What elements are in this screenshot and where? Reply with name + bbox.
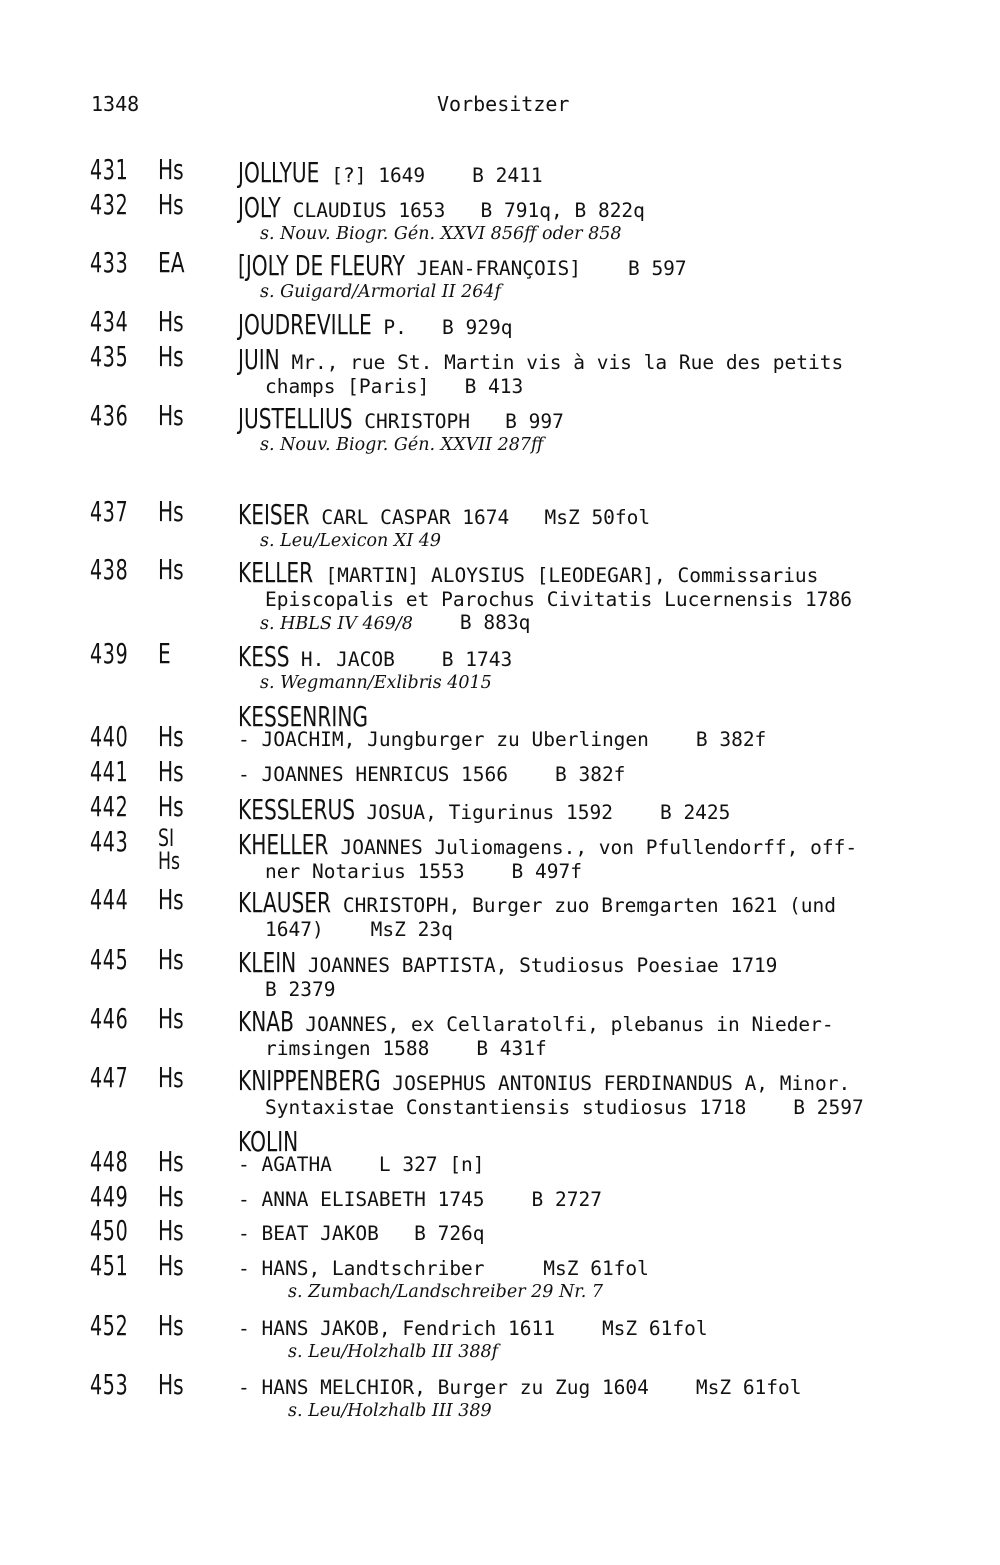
- entry-reference: [238, 612, 940, 635]
- entry-type: [158, 342, 184, 372]
- entry-type: [158, 1147, 184, 1177]
- entry-reference: [238, 530, 940, 552]
- entry-name: KEISER: [238, 498, 310, 531]
- entry-number: 440: [90, 720, 129, 753]
- entry-text: - BEAT JAKOB B 726q: [238, 1222, 485, 1245]
- entry-number: 451: [90, 1249, 129, 1282]
- entry-body: [238, 498, 940, 552]
- entry-name: KNAB: [238, 1005, 294, 1038]
- entry-body: [238, 1222, 940, 1246]
- entry-type: [158, 1004, 184, 1034]
- entry-type: [158, 190, 184, 220]
- entry-number: 441: [90, 755, 129, 788]
- entry-number: 434: [90, 305, 129, 338]
- reference-text: s. Leu/Holzhalb III 389: [288, 1401, 492, 1421]
- entry-number: 433: [90, 246, 129, 279]
- type-code: Hs: [158, 153, 184, 186]
- entry-text: Mr., rue St. Martin vis à vis la Rue des petits: [279, 351, 844, 374]
- entry-reference: [238, 1341, 940, 1363]
- entry-text: [MARTIN] ALOYSIUS [LEODEGAR], Commissarius: [313, 564, 819, 587]
- type-code: Hs: [158, 495, 184, 528]
- entry-type: [158, 555, 184, 585]
- entry-line: [238, 249, 940, 282]
- entry-type: [158, 307, 184, 337]
- entry-type: [158, 1251, 184, 1281]
- entry-body: [238, 343, 940, 399]
- entry-line: [238, 498, 940, 531]
- entry-number: 452: [90, 1309, 129, 1342]
- entry-body: [238, 1064, 940, 1120]
- entry-line: [238, 793, 940, 826]
- type-code: Hs: [158, 553, 184, 586]
- entry-text: CHRISTOPH, Burger zuo Bremgarten 1621 (und: [331, 894, 837, 917]
- page-title: Vorbesitzer: [437, 92, 570, 116]
- type-code: E: [158, 637, 171, 670]
- entry-number: 448: [90, 1145, 129, 1178]
- entry-body: [238, 763, 940, 787]
- type-code: Hs: [158, 1061, 184, 1094]
- entry-line: [238, 191, 940, 224]
- entry-name: [JOLY DE FLEURY: [238, 249, 405, 282]
- entry-text: - JOACHIM, Jungburger zu Uberlingen B 382f: [238, 728, 767, 751]
- entry-body: [238, 1005, 940, 1061]
- type-code: Hs: [158, 399, 184, 432]
- entry-name: KLEIN: [238, 946, 297, 979]
- page-number: 1348: [91, 92, 140, 116]
- type-code: EA: [158, 246, 185, 279]
- entry-name: KNIPPENBERG: [238, 1064, 381, 1097]
- entry-text: H. JACOB B 1743: [289, 648, 513, 671]
- entry-line: [238, 640, 940, 673]
- type-code: Hs: [158, 847, 181, 875]
- entry-line: [238, 156, 940, 189]
- entry-line: [238, 886, 940, 919]
- type-code: Hs: [158, 305, 184, 338]
- entry-reference: [238, 434, 940, 456]
- entry-reference: [238, 672, 940, 694]
- entry-name: KESSLERUS: [238, 793, 356, 826]
- entry-name: JOUDREVILLE: [238, 308, 372, 341]
- type-code: Hs: [158, 1368, 184, 1401]
- entry-number: 437: [90, 495, 129, 528]
- type-code: Hs: [158, 943, 184, 976]
- entry-number: 443: [90, 825, 129, 858]
- entry-line: [238, 946, 940, 979]
- entry-text: - AGATHA L 327 [n]: [238, 1153, 485, 1176]
- entry-number: 450: [90, 1214, 129, 1247]
- entry-line: [238, 1188, 940, 1212]
- entry-number: 438: [90, 553, 129, 586]
- reference-text: s. Wegmann/Exlibris 4015: [260, 673, 492, 693]
- entry-text: JOANNES Juliomagens., von Pfullendorff, off-: [328, 836, 858, 859]
- entry-line: [238, 728, 940, 752]
- reference-text: s. Guigard/Armorial II 264f: [260, 282, 502, 302]
- entry-number: 444: [90, 883, 129, 916]
- entry-name: JUIN: [238, 343, 280, 376]
- entry-number: 449: [90, 1180, 129, 1213]
- entry-body: [238, 1153, 940, 1177]
- reference-shelfmark: B 883q: [412, 611, 531, 634]
- entry-type: [158, 497, 184, 527]
- entry-body: [238, 640, 940, 694]
- entry-type: [158, 885, 184, 915]
- entry-line: [238, 828, 940, 861]
- entry-text: - HANS, Landtschriber MsZ 61fol: [238, 1257, 649, 1280]
- entry-body: [238, 402, 940, 456]
- entry-text: [?] 1649 B 2411: [319, 164, 543, 187]
- entry-continuation: Syntaxistae Constantiensis studiosus 1718 B 2597: [265, 1096, 864, 1119]
- entry-reference: [238, 1400, 940, 1422]
- reference-text: s. Leu/Holzhalb III 388f: [288, 1342, 499, 1362]
- type-code: Hs: [158, 1309, 184, 1342]
- type-code: Hs: [158, 883, 184, 916]
- entry-line: [238, 1222, 940, 1246]
- type-code: Hs: [158, 1214, 184, 1247]
- entry-type: [158, 824, 181, 875]
- entry-text: JOANNES, ex Cellaratolfi, plebanus in Nieder-: [293, 1013, 834, 1036]
- entry-line: [238, 1153, 940, 1177]
- entry-number: 446: [90, 1002, 129, 1035]
- entry-body: [238, 249, 940, 303]
- entry-line: [238, 402, 940, 435]
- entry-body: [238, 156, 940, 189]
- group-heading: KESSENRING: [238, 700, 369, 733]
- entry-body: [238, 946, 940, 1002]
- entry-type: [158, 757, 184, 787]
- entry-type: [158, 1370, 184, 1400]
- entry-number: 435: [90, 340, 129, 373]
- type-code: Hs: [158, 755, 184, 788]
- reference-text: s. Leu/Lexicon XI 49: [260, 531, 442, 551]
- entry-body: [238, 728, 940, 752]
- entry-body: [238, 1257, 940, 1303]
- reference-text: s. HBLS IV 469/8: [260, 614, 413, 634]
- type-code: Hs: [158, 1249, 184, 1282]
- entry-text: P. B 929q: [371, 316, 513, 339]
- reference-text: s. Nouv. Biogr. Gén. XXVII 287ff: [260, 435, 544, 455]
- entry-line: [238, 308, 940, 341]
- type-code: SI: [158, 824, 175, 852]
- entry-type: [158, 401, 184, 431]
- entry-number: 447: [90, 1061, 129, 1094]
- entry-text: JOSEPHUS ANTONIUS FERDINANDUS A, Minor.: [380, 1072, 851, 1095]
- entry-text: - JOANNES HENRICUS 1566 B 382f: [238, 763, 626, 786]
- reference-text: s. Zumbach/Landschreiber 29 Nr. 7: [288, 1282, 603, 1302]
- type-code: Hs: [158, 1002, 184, 1035]
- entry-name: JOLLYUE: [238, 156, 320, 189]
- entry-type: [158, 945, 184, 975]
- entry-text: JOANNES BAPTISTA, Studiosus Poesiae 1719: [296, 954, 778, 977]
- entry-body: [238, 191, 940, 245]
- entry-number: 439: [90, 637, 129, 670]
- entry-line: [238, 343, 940, 376]
- entry-continuation: B 2379: [265, 978, 336, 1001]
- entry-reference: [238, 281, 940, 303]
- entry-text: CHRISTOPH B 997: [352, 410, 564, 433]
- entry-type: [158, 1311, 184, 1341]
- entry-continuation: rimsingen 1588 B 431f: [265, 1037, 547, 1060]
- entry-type: [158, 248, 185, 278]
- entry-name: KESS: [238, 640, 290, 673]
- entry-text: JEAN-FRANÇOIS] B 597: [404, 257, 687, 280]
- entry-body: [238, 1376, 940, 1422]
- entry-continuation: Episcopalis et Parochus Civitatis Lucernensis 1786: [265, 588, 852, 611]
- entry-name: JUSTELLIUS: [238, 402, 353, 435]
- entry-number: 436: [90, 399, 129, 432]
- entry-body: [238, 886, 940, 942]
- entry-body: [238, 1317, 940, 1363]
- entry-continuation: champs [Paris] B 413: [265, 375, 524, 398]
- entry-text: - HANS JAKOB, Fendrich 1611 MsZ 61fol: [238, 1317, 708, 1340]
- entry-type: [158, 1216, 184, 1246]
- entry-number: 432: [90, 188, 129, 221]
- entry-text: CLAUDIUS 1653 B 791q, B 822q: [280, 199, 645, 222]
- entry-type: [158, 722, 184, 752]
- entry-type: [158, 1063, 184, 1093]
- type-code: Hs: [158, 188, 184, 221]
- entry-line: [238, 1376, 940, 1400]
- entry-line: [238, 1257, 940, 1281]
- entry-line: [238, 1005, 940, 1038]
- entry-line: [238, 1317, 940, 1341]
- group-heading: KOLIN: [238, 1125, 299, 1158]
- entry-type: [158, 1182, 184, 1212]
- entry-reference: [238, 223, 940, 245]
- entry-text: - HANS MELCHIOR, Burger zu Zug 1604 MsZ 61fol: [238, 1376, 802, 1399]
- entry-name: KHELLER: [238, 828, 329, 861]
- entry-name: KLAUSER: [238, 886, 332, 919]
- entry-continuation: ner Notarius 1553 B 497f: [265, 860, 582, 883]
- entry-name: JOLY: [238, 191, 281, 224]
- entry-number: 445: [90, 943, 129, 976]
- entry-number: 453: [90, 1368, 129, 1401]
- entry-body: [238, 828, 940, 884]
- entry-number: 431: [90, 153, 129, 186]
- entry-text: CARL CASPAR 1674 MsZ 50fol: [309, 506, 651, 529]
- entry-body: [238, 308, 940, 341]
- entry-line: [238, 1064, 940, 1097]
- entry-continuation: 1647) MsZ 23q: [265, 918, 453, 941]
- entry-reference: [238, 1281, 940, 1303]
- entry-body: [238, 793, 940, 826]
- entry-line: [238, 556, 940, 589]
- entry-text: - ANNA ELISABETH 1745 B 2727: [238, 1188, 602, 1211]
- type-code: Hs: [158, 340, 184, 373]
- entry-body: [238, 556, 940, 635]
- type-code: Hs: [158, 790, 184, 823]
- type-code: Hs: [158, 720, 184, 753]
- entry-body: [238, 1188, 940, 1212]
- entry-text: JOSUA, Tigurinus 1592 B 2425: [354, 801, 731, 824]
- type-code: Hs: [158, 1180, 184, 1213]
- entry-number: 442: [90, 790, 129, 823]
- entry-type: [158, 792, 184, 822]
- entry-name: KELLER: [238, 556, 314, 589]
- type-code: Hs: [158, 1145, 184, 1178]
- entry-type: [158, 155, 184, 185]
- entry-type: [158, 639, 171, 669]
- entry-line: [238, 763, 940, 787]
- reference-text: s. Nouv. Biogr. Gén. XXVI 856ff oder 858: [260, 224, 622, 244]
